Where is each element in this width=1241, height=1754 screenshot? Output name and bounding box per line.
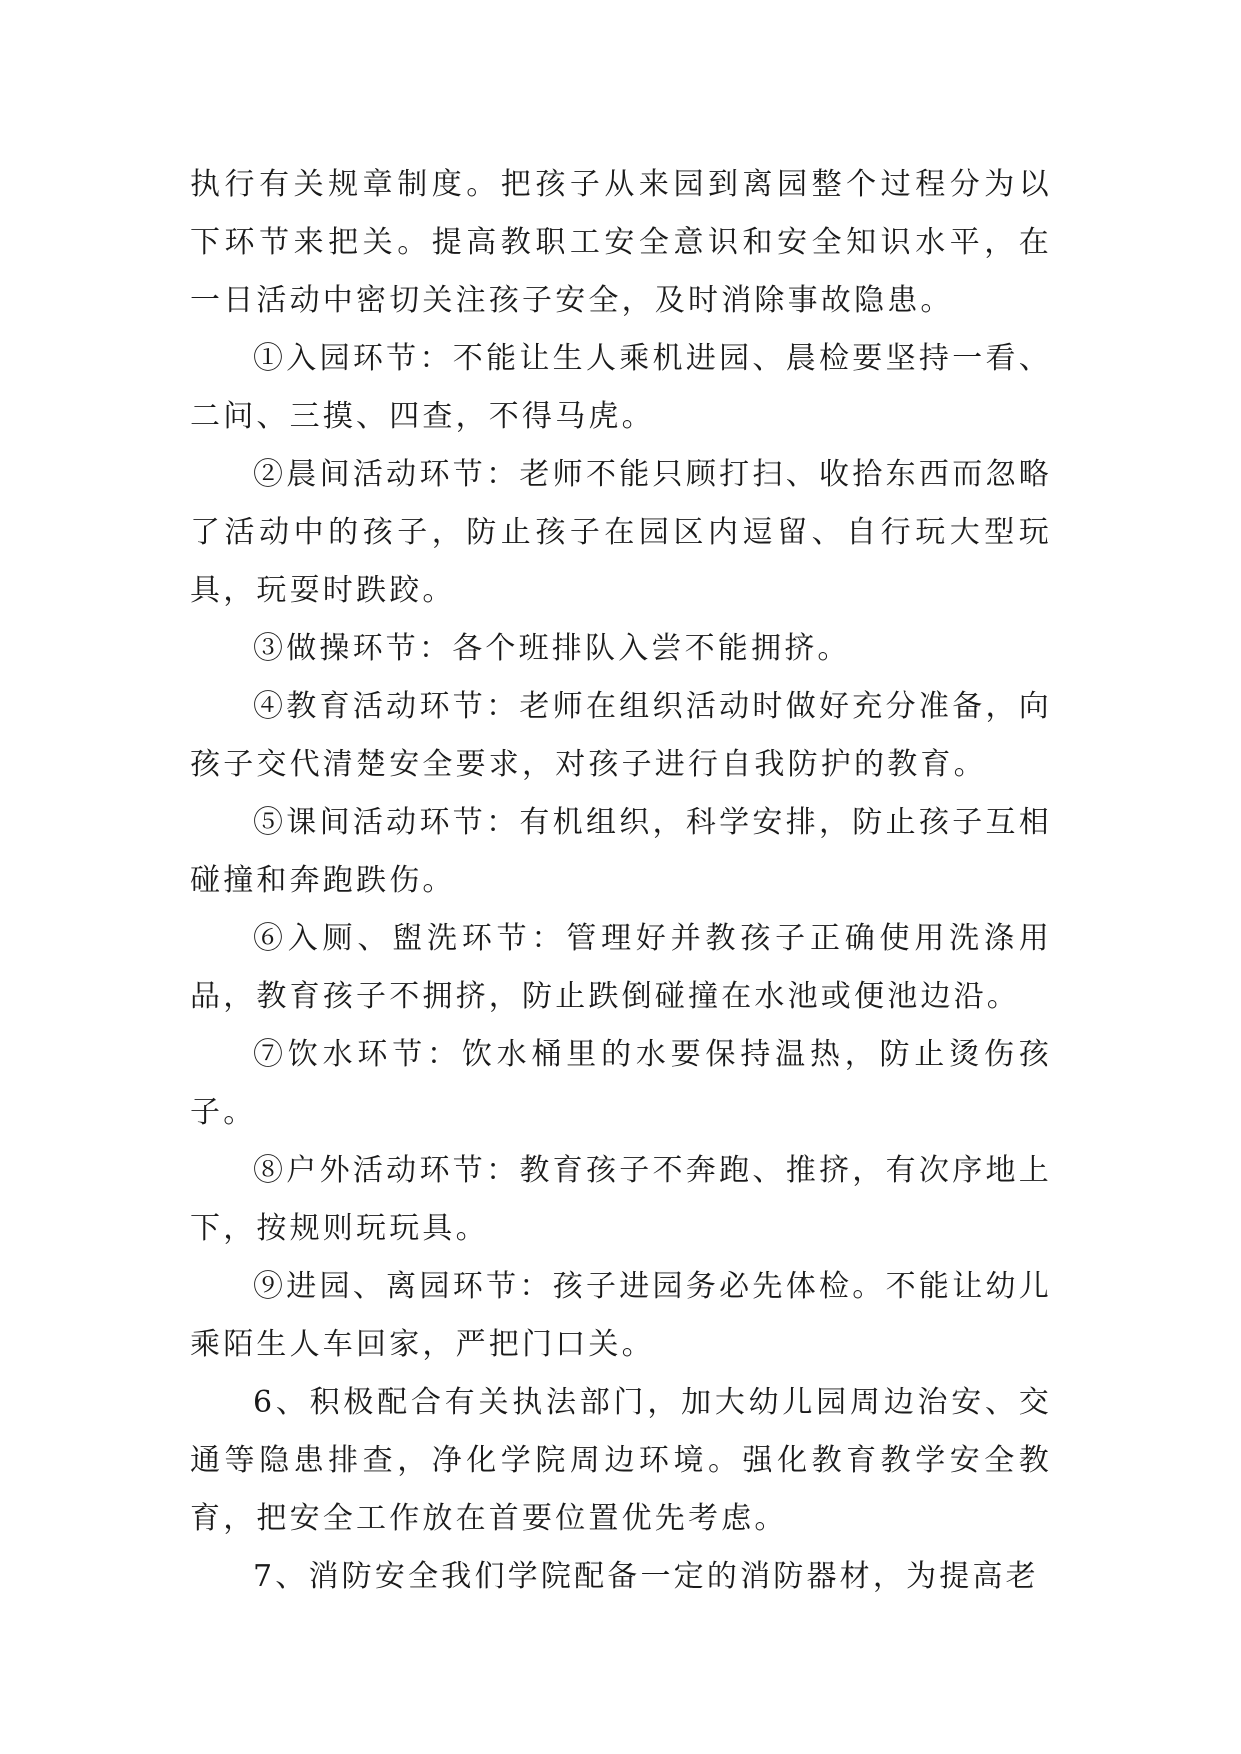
paragraph-item-9-arrival-departure: ⑨进园、离园环节：孩子进园务必先体检。不能让幼儿乘陌生人车回家，严把门口关。	[190, 1269, 1052, 1362]
paragraph-point-7: 7、消防安全我们学院配备一定的消防器材，为提高老	[253, 1559, 1039, 1594]
paragraph-item-1-entry: ①入园环节：不能让生人乘机进园、晨检要坚持一看、二问、三摸、四查，不得马虎。	[190, 341, 1052, 434]
paragraph-point-6: 6、积极配合有关执法部门，加大幼儿园周边治安、交通等隐患排查，净化学院周边环境。强化教育教学安全教育，把安全工作放在首要位置优先考虑。	[190, 1385, 1052, 1536]
document-body	[190, 156, 1052, 1606]
paragraph-item-4-education: ④教育活动环节：老师在组织活动时做好充分准备，向孩子交代清楚安全要求，对孩子进行自我防护的教育。	[190, 689, 1052, 782]
paragraph-intro: 执行有关规章制度。把孩子从来园到离园整个过程分为以下环节来把关。提高教职工安全意识和安全知识水平，在一日活动中密切关注孩子安全，及时消除事故隐患。	[190, 167, 1052, 318]
paragraph-item-7-water: ⑦饮水环节：饮水桶里的水要保持温热，防止烫伤孩子。	[190, 1037, 1052, 1130]
paragraph-item-5-break: ⑤课间活动环节：有机组织，科学安排，防止孩子互相碰撞和奔跑跌伤。	[190, 805, 1052, 898]
paragraph-item-3-exercise: ③做操环节：各个班排队入尝不能拥挤。	[253, 631, 851, 666]
paragraph-item-2-morning: ②晨间活动环节：老师不能只顾打扫、收拾东西而忽略了活动中的孩子，防止孩子在园区内逗留、自行玩大型玩具，玩耍时跌跤。	[190, 457, 1052, 608]
paragraph-item-6-washroom: ⑥入厕、盥洗环节：管理好并教孩子正确使用洗涤用品，教育孩子不拥挤，防止跌倒碰撞在水池或便池边沿。	[190, 921, 1052, 1014]
paragraph-item-8-outdoor: ⑧户外活动环节：教育孩子不奔跑、推挤，有次序地上下，按规则玩玩具。	[190, 1153, 1052, 1246]
